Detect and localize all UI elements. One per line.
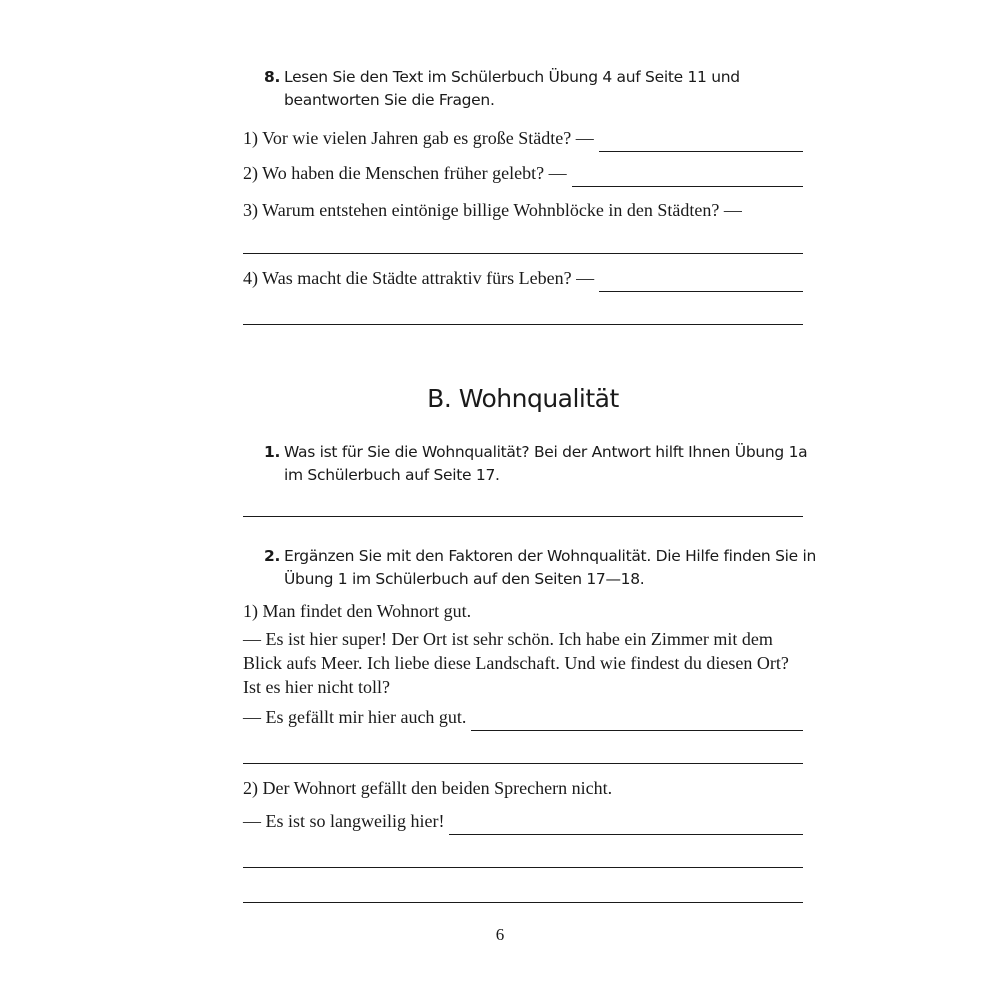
question-4-row — [243, 262, 803, 292]
task-text: Lesen Sie den Text im Schülerbuch Übung 4 auf Seite 11 und beantworten Sie die Fragen. — [284, 68, 740, 109]
task-text: Ergänzen Sie mit den Faktoren der Wohnqualität. Die Hilfe finden Sie in Übung 1 im Schülerbuch auf den Seiten 17—18. — [284, 547, 817, 588]
answer-line — [572, 186, 803, 187]
answer-line — [599, 291, 803, 292]
item-2-title: 2) Der Wohnort gefällt den beiden Sprechern nicht. — [243, 778, 613, 798]
answer-line — [243, 902, 803, 903]
answer-line — [599, 151, 803, 152]
answer-line — [243, 516, 803, 517]
task-2-instruction — [264, 545, 824, 591]
answer-line — [449, 834, 803, 835]
task-number: 2. — [264, 547, 281, 565]
question-2: 2) Wo haben die Menschen früher gelebt? — — [243, 163, 567, 183]
question-1: 1) Vor wie vielen Jahren gab es große Städte? — — [243, 128, 594, 148]
page-number: 6 — [495, 925, 505, 944]
task-number: 8. — [264, 68, 281, 86]
answer-line — [243, 763, 803, 764]
item-1-reply: — Es gefällt mir hier auch gut. — [243, 707, 467, 727]
item-2-reply-row — [243, 805, 803, 835]
task-1-instruction — [264, 441, 824, 487]
item-2-reply: — Es ist so langweilig hier! — [243, 811, 445, 831]
section-heading: B. Wohnqualität — [427, 384, 619, 413]
item-1-reply-row — [243, 701, 803, 731]
answer-line — [243, 324, 803, 325]
answer-line — [243, 867, 803, 868]
question-1-row — [243, 122, 803, 152]
question-4: 4) Was macht die Städte attraktiv fürs Leben? — — [243, 268, 595, 288]
answer-line — [471, 730, 803, 731]
item-1-title: 1) Man findet den Wohnort gut. — [243, 601, 472, 621]
task-number: 1. — [264, 443, 281, 461]
question-2-row — [243, 157, 803, 187]
task-text: Was ist für Sie die Wohnqualität? Bei der Antwort hilft Ihnen Übung 1a im Schülerbuch auf Seite 17. — [284, 443, 808, 484]
question-3: 3) Warum entstehen eintönige billige Wohnblöcke in den Städten? — — [243, 200, 742, 220]
task-8-instruction — [264, 66, 824, 112]
answer-line — [243, 253, 803, 254]
item-1-dialogue: — Es ist hier super! Der Ort ist sehr schön. Ich habe ein Zimmer mit dem Blick aufs Meer. Ich liebe diese Landschaft. Und wie findest du diesen Ort? Ist es hier nicht toll? — [243, 629, 789, 697]
